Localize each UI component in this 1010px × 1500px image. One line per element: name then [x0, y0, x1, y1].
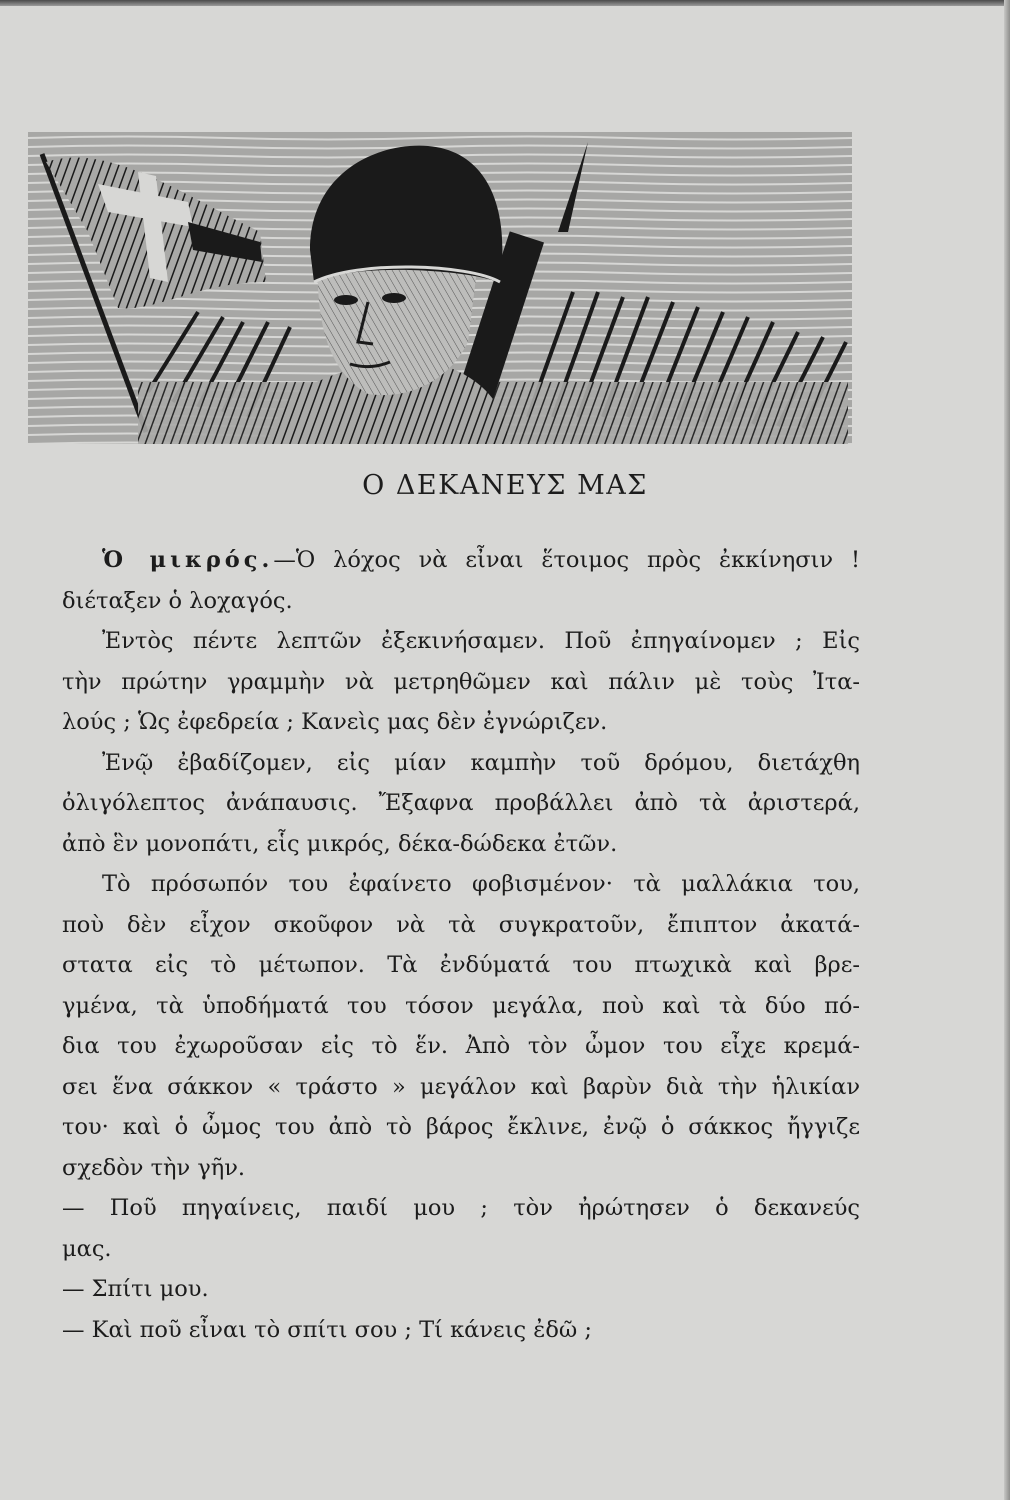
text-line: λούς ; Ὡς ἐφεδρεία ; Κανεὶς μας δὲν ἐγνώριζεν. — [62, 709, 608, 735]
text-line: δια του ἐχωροῦσαν εἰς τὸ ἕν. Ἀπὸ τὸν ὦμον του εἶχε κρεμά- — [62, 1033, 860, 1059]
text-line: Τὸ πρόσωπόν του ἐφαίνετο φοβισμένον· τὰ μαλλάκια του, — [102, 871, 860, 897]
section-lead: Ὁ μικρός. — [102, 547, 274, 573]
text-line: γμένα, τὰ ὑποδήματά του τόσον μεγάλα, ποὺ καὶ τὰ δύο πό- — [62, 992, 860, 1019]
text-line: Ἐντὸς πέντε λεπτῶν ἐξεκινήσαμεν. Ποῦ ἐπηγαίνομεν ; Εἰς — [102, 628, 860, 654]
text-line: μας. — [62, 1235, 112, 1262]
body-text — [62, 540, 860, 1350]
text-line: σει ἕνα σάκκον « τράστο » μεγάλον καὶ βαρὺν διὰ τὴν ἡλικίαν — [62, 1073, 860, 1100]
text-line: Ὁ μικρός.—Ὁ λόχος νὰ εἶναι ἕτοιμος πρὸς ἐκκίνησιν ! — [102, 547, 861, 573]
text-line: — Σπίτι μου. — [62, 1276, 209, 1302]
text-line: — Καὶ ποῦ εἶναι τὸ σπίτι σου ; Τί κάνεις ἐδῶ ; — [62, 1316, 592, 1343]
page-top-edge — [0, 0, 1010, 6]
text-line: — Ποῦ πηγαίνεις, παιδί μου ; τὸν ἠρώτησεν ὁ δεκανεύς — [62, 1195, 860, 1221]
dialogue-paragraph — [62, 1188, 860, 1269]
text-line: τὴν πρώτην γραμμὴν νὰ μετρηθῶμεν καὶ πάλιν μὲ τοὺς Ἰτα- — [62, 668, 860, 695]
soldier-eye-left — [334, 295, 358, 305]
text-line: σχεδὸν τὴν γῆν. — [62, 1154, 246, 1181]
paragraph — [62, 864, 860, 1188]
text-line: του· καὶ ὁ ὦμος του ἀπὸ τὸ βάρος ἔκλινε, ἐνῷ ὁ σάκκος ἤγγιζε — [62, 1114, 860, 1140]
text-line: Ἐνῷ ἐβαδίζομεν, εἰς μίαν καμπὴν τοῦ δρόμου, διετάχθη — [102, 749, 860, 776]
page-right-edge — [1004, 0, 1010, 1500]
text-line: ἀπὸ ἓν μονοπάτι, εἷς μικρός, δέκα-δώδεκα ἐτῶν. — [62, 830, 618, 857]
dialogue-paragraph — [62, 1269, 860, 1310]
paragraph — [62, 743, 860, 865]
dialogue-paragraph — [62, 1310, 860, 1351]
text-line: ὀλιγόλεπτος ἀνάπαυσις. Ἔξαφνα προβάλλει ἀπὸ τὰ ἀριστερά, — [62, 790, 860, 816]
text-line: διέταξεν ὁ λοχαγός. — [62, 587, 293, 614]
paragraph — [62, 540, 860, 621]
soldier-eye-right — [382, 293, 406, 303]
page-title: Ο ΔΕΚΑΝΕΥΣ ΜΑΣ — [362, 470, 648, 501]
paragraph — [62, 621, 860, 743]
soldier-illustration — [28, 132, 852, 444]
text-line: στατα εἰς τὸ μέτωπον. Τὰ ἐνδύματά του πτωχικὰ καὶ βρε- — [62, 952, 860, 978]
text-line: ποὺ δὲν εἶχον σκοῦφον νὰ τὰ συγκρατοῦν, ἔπιπτον ἀκατά- — [62, 911, 860, 938]
